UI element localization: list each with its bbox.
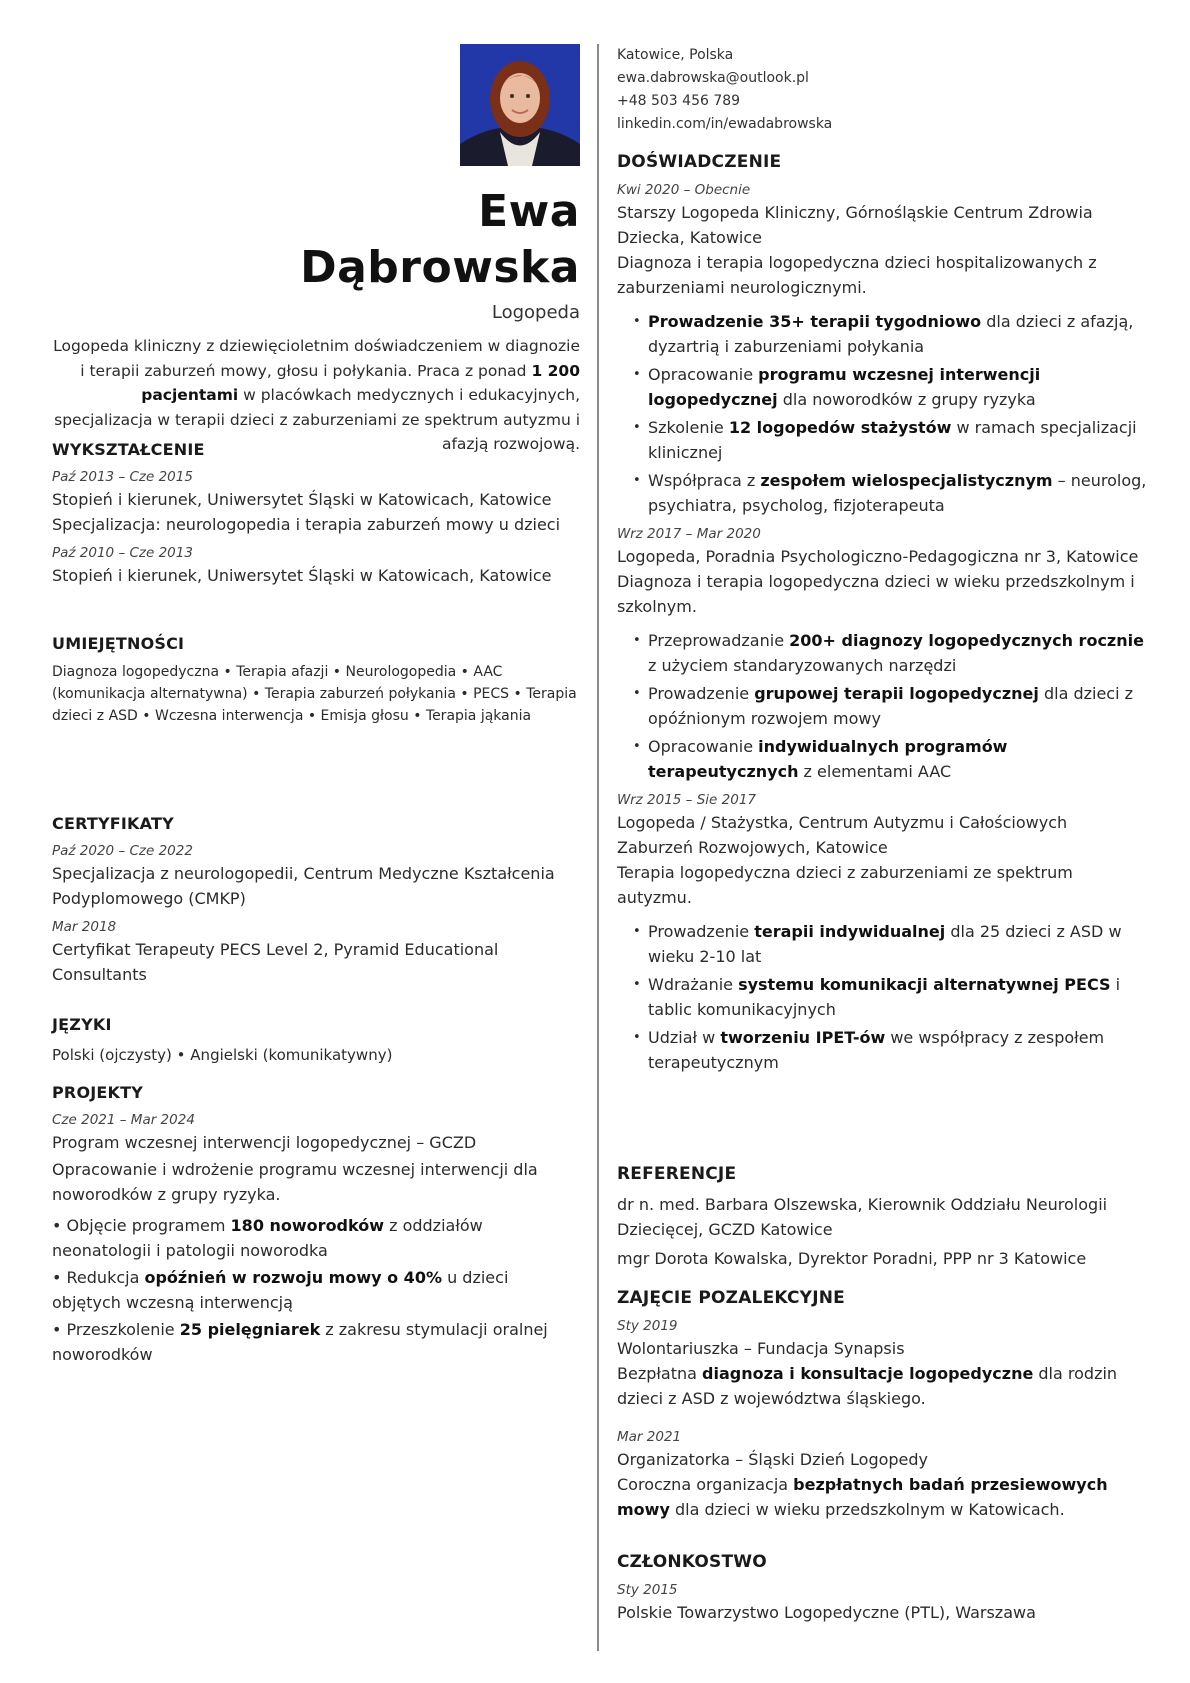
list-item	[52, 1213, 580, 1263]
entry-title: Stopień i kierunek, Uniwersytet Śląski w Katowicach, Katowice	[52, 566, 552, 585]
job-title: Starszy Logopeda Kliniczny, Górnośląskie Centrum Zdrowia Dziecka, Katowice	[617, 203, 1093, 247]
name-first: Ewa	[478, 186, 580, 237]
section-heading: WYKSZTAŁCENIE	[52, 440, 205, 459]
job-description: Diagnoza i terapia logopedyczna dzieci w wieku przedszkolnym i szkolnym.	[617, 572, 1135, 616]
desc-text: Bezpłatna	[617, 1364, 703, 1383]
bullet-text: Opracowanie	[648, 365, 759, 384]
section-heading: ZAJĘCIE POZALEKCYJNE	[617, 1288, 845, 1308]
entry-description	[617, 1361, 1147, 1411]
list-item	[648, 629, 1147, 678]
list-item	[648, 973, 1147, 1022]
education-section	[52, 440, 580, 588]
contact-city: Katowice, Polska	[617, 47, 734, 63]
bullet-highlight: 25 pielęgniarek	[179, 1320, 321, 1339]
bullet-text: Wdrażanie	[648, 975, 739, 994]
list-item	[52, 1265, 580, 1315]
list-item	[52, 1317, 580, 1367]
entry-date: Mar 2018	[52, 919, 117, 935]
bullet-text: Szkolenie	[648, 418, 729, 437]
desc-highlight: diagnoza i konsultacje logopedyczne	[702, 1364, 1034, 1383]
entry-title: Organizatorka – Śląski Dzień Logopedy	[617, 1450, 929, 1469]
list-item: dr n. med. Barbara Olszewska, Kierownik Oddziału Neurologii Dziecięcej, GCZD Katowice	[617, 1195, 1108, 1239]
job-description: Diagnoza i terapia logopedyczna dzieci hospitalizowanych z zaburzeniami neurologicznymi.	[617, 253, 1097, 297]
entry-title: Certyfikat Terapeuty PECS Level 2, Pyramid Educational Consultants	[52, 940, 499, 984]
job-description: Terapia logopedyczna dzieci z zaburzeniami ze spektrum autyzmu.	[617, 863, 1073, 907]
job-title: Logopeda, Poradnia Psychologiczno-Pedagogiczna nr 3, Katowice	[617, 547, 1139, 566]
bullet-text: z elementami AAC	[798, 761, 952, 781]
bullet-text: • Przeszkolenie	[52, 1320, 180, 1339]
desc-text: dla dzieci w wieku przedszkolnym w Katowicach.	[669, 1500, 1065, 1519]
list-item	[648, 735, 1147, 784]
bullet-highlight: systemu komunikacji alternatywnej PECS	[738, 975, 1111, 994]
job-title: Logopeda / Stażystka, Centrum Autyzmu i Całościowych Zaburzeń Rozwojowych, Katowice	[617, 813, 1068, 857]
bullet-text: dla dzieci z opóźnionym rozwojem mowy	[648, 684, 1134, 728]
candidate-name	[300, 184, 580, 296]
bullet-text: dla noworodków z grupy ryzyka	[777, 389, 1036, 409]
list-item	[648, 682, 1147, 731]
bullet-text: Udział w	[648, 1028, 721, 1047]
bullet-highlight: programu wczesnej interwencji logopedycznej	[648, 365, 1041, 409]
experience-section	[617, 152, 1147, 1079]
list-item	[648, 469, 1147, 518]
entry-date: Mar 2021	[617, 1429, 682, 1445]
entry-title: Wolontariuszka – Fundacja Synapsis	[617, 1339, 905, 1358]
contact-linkedin[interactable]: linkedin.com/in/ewadabrowska	[617, 116, 833, 132]
languages-list: Polski (ojczysty) • Angielski (komunikatywny)	[52, 1046, 393, 1064]
job-bullets	[617, 920, 1147, 1075]
bullet-text: dla 25 dzieci z ASD w wieku 2-10 lat	[648, 922, 1122, 966]
entry-date: Cze 2021 – Mar 2024	[52, 1112, 195, 1128]
skills-list: Diagnoza logopedyczna • Terapia afazji • Neurologopedia • AAC (komunikacja alternatywna) • Terapia zaburzeń połykania • PECS • Terapia dzieci z ASD • Wczesna interwencja • Emisja głosu • Terapia jąkania	[52, 664, 577, 724]
section-heading: JĘZYKI	[52, 1015, 112, 1034]
bullet-highlight: indywidualnych programów terapeutycznych	[648, 737, 1008, 781]
bullet-highlight: terapii indywidualnej	[754, 922, 946, 941]
summary-text-c: w placówkach medycznych i edukacyjnych, specjalizacja w terapii dzieci z zaburzeniami ze spektrum autyzmu i afazją rozwojową.	[54, 386, 580, 453]
bullet-text: • Redukcja	[52, 1268, 145, 1287]
contact-phone[interactable]: +48 503 456 789	[617, 93, 741, 109]
list-item	[648, 1026, 1147, 1075]
bullet-text: i tablic komunikacyjnych	[648, 975, 1121, 1019]
bullet-text: u dzieci objętych wczesną interwencją	[52, 1268, 509, 1312]
list-item	[648, 310, 1147, 359]
languages-section	[52, 1015, 580, 1066]
job-title: Logopeda	[491, 302, 580, 323]
bullet-text: z użyciem standaryzowanych narzędzi	[648, 655, 957, 675]
bullet-text: z zakresu stymulacji oralnej noworodków	[52, 1320, 548, 1364]
list-item: mgr Dorota Kowalska, Dyrektor Poradni, PPP nr 3 Katowice	[617, 1249, 1087, 1268]
bullet-highlight: zespołem wielospecjalistycznym	[760, 471, 1053, 490]
project-description: Opracowanie i wdrożenie programu wczesnej interwencji dla noworodków z grupy ryzyka.	[52, 1160, 538, 1204]
bullet-text: w ramach specjalizacji klinicznej	[648, 418, 1137, 462]
references-list	[617, 1192, 1147, 1271]
bullet-text: Współpraca z	[648, 471, 761, 490]
desc-text: dla rodzin dzieci z ASD z województwa śląskiego.	[617, 1364, 1118, 1408]
entry-detail: Specjalizacja: neurologopedia i terapia zaburzeń mowy u dzieci	[52, 515, 561, 534]
bullet-text: Opracowanie	[648, 737, 759, 756]
section-heading: CERTYFIKATY	[52, 814, 174, 833]
list-item	[648, 416, 1147, 465]
bullet-text: • Objęcie programem	[52, 1216, 231, 1235]
bullet-highlight: 180 noworodków	[230, 1216, 384, 1235]
entry-date: Paź 2010 – Cze 2013	[52, 545, 193, 561]
bullet-highlight: Prowadzenie 35+ terapii tygodniowo	[648, 312, 982, 331]
bullet-text: – neurolog, psychiatra, psycholog, fizjoterapeuta	[648, 471, 1147, 515]
references-section	[617, 1164, 1147, 1271]
bullet-highlight: 12 logopedów stażystów	[728, 418, 952, 437]
bullet-text: z oddziałów neonatologii i patologii noworodka	[52, 1216, 483, 1260]
summary-text-a: Logopeda kliniczny z dziewięcioletnim doświadczeniem w diagnozie i terapii zaburzeń mowy, głosu i połykania. Praca z ponad	[53, 337, 580, 380]
section-heading: DOŚWIADCZENIE	[617, 152, 782, 172]
summary-highlight: 1 200 pacjentami	[141, 361, 580, 404]
skills-section	[52, 634, 580, 727]
entry-date: Sty 2019	[617, 1318, 678, 1334]
name-last: Dąbrowska	[300, 242, 580, 293]
projects-section	[52, 1083, 580, 1367]
entry-description	[617, 1472, 1147, 1522]
entry-date: Paź 2013 – Cze 2015	[52, 469, 193, 485]
job-date: Kwi 2020 – Obecnie	[617, 182, 751, 198]
list-item	[648, 363, 1147, 412]
entry-date: Sty 2015	[617, 1582, 678, 1598]
entry-date: Paź 2020 – Cze 2022	[52, 843, 193, 859]
job-date: Wrz 2015 – Sie 2017	[617, 792, 757, 808]
desc-text: Coroczna organizacja	[617, 1475, 794, 1494]
section-heading: UMIEJĘTNOŚCI	[52, 634, 185, 653]
section-heading: CZŁONKOSTWO	[617, 1552, 767, 1572]
bullet-text: Prowadzenie	[648, 922, 755, 941]
section-heading: PROJEKTY	[52, 1083, 144, 1102]
profile-photo	[460, 44, 580, 166]
entry-title: Stopień i kierunek, Uniwersytet Śląski w Katowicach, Katowice	[52, 490, 552, 509]
section-heading: REFERENCJE	[617, 1164, 737, 1184]
bullet-highlight: opóźnień w rozwoju mowy o 40%	[144, 1268, 442, 1287]
job-bullets	[617, 310, 1147, 518]
job-date: Wrz 2017 – Mar 2020	[617, 526, 761, 542]
entry-title: Polskie Towarzystwo Logopedyczne (PTL), Warszawa	[617, 1603, 1036, 1622]
certificates-section	[52, 814, 580, 987]
membership-section	[617, 1552, 1147, 1625]
bullet-text: Przeprowadzanie	[648, 631, 790, 650]
contact-block	[617, 44, 1145, 136]
bullet-highlight: tworzeniu IPET-ów	[720, 1028, 886, 1047]
project-title: Program wczesnej interwencji logopedycznej – GCZD	[52, 1133, 477, 1152]
desc-highlight: bezpłatnych badań przesiewowych mowy	[617, 1475, 1108, 1519]
list-item	[648, 920, 1147, 969]
bullet-highlight: 200+ diagnozy logopedycznych rocznie	[789, 631, 1144, 650]
contact-email[interactable]: ewa.dabrowska@outlook.pl	[617, 70, 809, 86]
bullet-text: dla dzieci z afazją, dyzartrią i zaburzeniami połykania	[648, 312, 1134, 356]
entry-title: Specjalizacja z neurologopedii, Centrum Medyczne Kształcenia Podyplomowego (CMKP)	[52, 864, 555, 908]
column-divider	[597, 44, 599, 1651]
bullet-text: Prowadzenie	[648, 684, 755, 703]
bullet-highlight: grupowej terapii logopedycznej	[754, 684, 1039, 703]
bullet-text: we współpracy z zespołem terapeutycznym	[648, 1028, 1105, 1072]
job-bullets	[617, 629, 1147, 784]
profile-summary	[52, 334, 580, 457]
extracurricular-section	[617, 1288, 1147, 1522]
